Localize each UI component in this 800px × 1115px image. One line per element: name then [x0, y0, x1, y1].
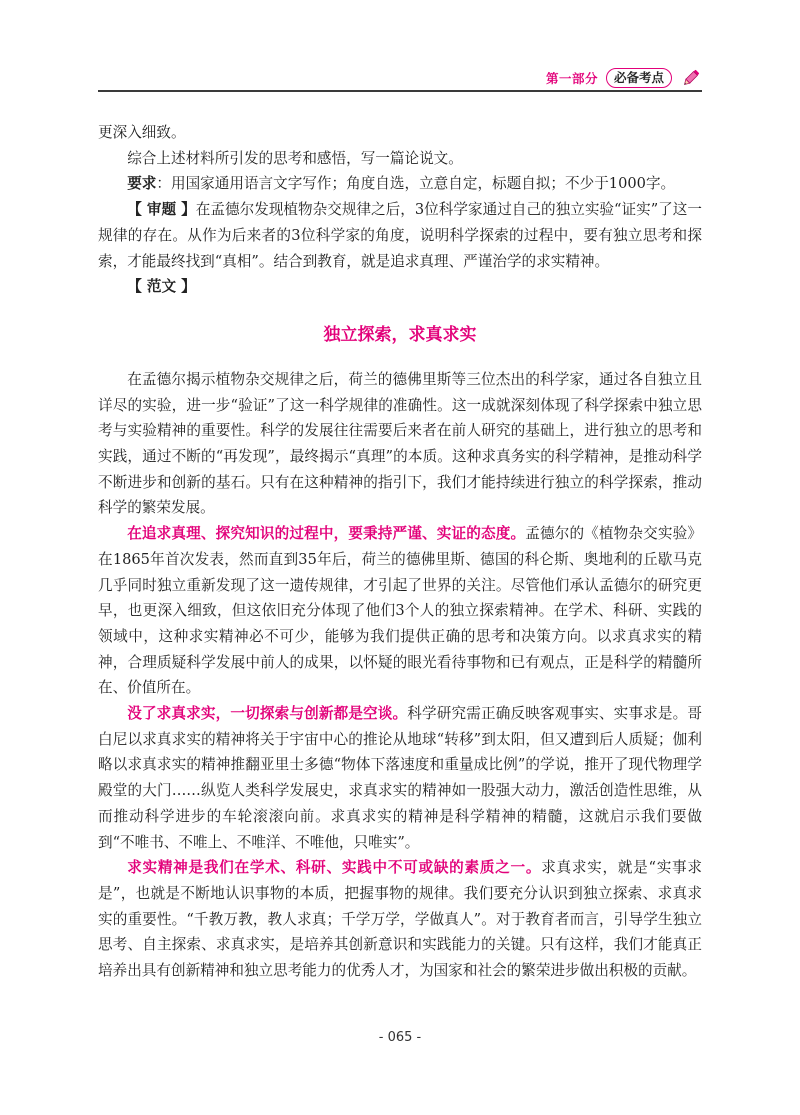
- header-rule: [98, 90, 702, 92]
- analysis-text: 在孟德尔发现植物杂交规律之后，3位科学家通过自己的独立实验“证实”了这一规律的存在。从作为后来者的3位科学家的角度，说明科学探索的过程中，要有独立思考和探索，才能最终找到“真相”。结合到教育，就是追求真理、严谨治学的求实精神。: [98, 201, 702, 270]
- essay-paragraph-3: [98, 701, 702, 855]
- topic-sentence-4: 求实精神是我们在学术、科研、实践中不可或缺的素质之一。: [127, 859, 542, 877]
- page-number: - 065 -: [378, 1030, 422, 1045]
- part-label: 第一部分: [545, 71, 598, 86]
- essay-paragraph-4: [98, 855, 702, 984]
- requirement-label: 要求: [127, 175, 157, 193]
- essay-title: 独立探索，求真求实: [323, 324, 477, 345]
- essay-paragraph-2: [98, 521, 702, 701]
- requirement: [98, 171, 702, 197]
- page-header: [98, 66, 702, 94]
- analysis-label: 【 审题 】: [127, 201, 196, 219]
- topic-sentence-3: 没了求真求实，一切探索与创新都是空谈。: [127, 705, 408, 723]
- intro-line-1: 更深入细致。: [98, 124, 186, 141]
- paragraph-4-text: 求真求实，就是“实事求是”，也就是不断地认识事物的本质，把握事物的规律。我们要充分认识到独立探索、求真求实的重要性。“千教万教，教人求真；千学万学，学做真人”。对于教育者而言，引导学生独立思考、自主探索、求真求实，是培养其创新意识和实践能力的关键。只有这样，我们才能真正培养出具有创新精神和独立思考能力的优秀人才，为国家和社会的繁荣进步做出积极的贡献。: [98, 859, 702, 980]
- requirement-text: ：用国家通用语言文字写作；角度自选，立意自定，标题自拟；不少于1000字。: [156, 175, 676, 193]
- paragraph-2-text: 孟德尔的《植物杂交实验》在1865年首次发表，然而直到35年后，荷兰的德佛里斯、德国的科仑斯、奥地利的丘歇马克几乎同时独立重新发现了这一遗传规律，才引起了世界的关注。尽管他们承认孟德尔的研究更早，也更深入细致，但这依旧充分体现了他们3个人的独立探索精神。在学术、科研、实践的领域中，这种求实精神必不可少，能够为我们提供正确的思考和决策方向。以求真求实的精神，合理质疑科学发展中前人的成果，以怀疑的眼光看待事物和已有观点，正是科学的精髓所在、价值所在。: [98, 525, 702, 697]
- sample-label-line: [98, 274, 702, 300]
- intro-line-2: 综合上述材料所引发的思考和感悟，写一篇论说文。: [127, 149, 463, 167]
- pencil-icon: [680, 67, 702, 89]
- sample-label: 【 范文 】: [127, 278, 196, 296]
- page-content: [98, 120, 702, 984]
- header-section-label: [546, 66, 702, 90]
- section-tag: 必备考点: [606, 68, 672, 88]
- topic-sentence-2: 在追求真理、探究知识的过程中，要秉持严谨、实证的态度。: [127, 525, 526, 543]
- analysis-paragraph: [98, 197, 702, 274]
- essay-paragraph-1: 在孟德尔揭示植物杂交规律之后，荷兰的德佛里斯等三位杰出的科学家，通过各自独立且详尽的实验，进一步“验证”了这一科学规律的准确性。这一成就深刻体现了科学探索中独立思考与实验精神的重要性。科学的发展往往需要后来者在前人研究的基础上，进行独立的思考和实践，通过不断的“再发现”，最终揭示“真理”的本质。这种求真务实的科学精神，是推动科学不断进步和创新的基石。只有在这种精神的指引下，我们才能持续进行独立的科学探索，推动科学的繁荣发展。: [98, 370, 702, 517]
- paragraph-3-text: 科学研究需正确反映客观事实、实事求是。哥白尼以求真求实的精神将关于宇宙中心的推论从地球“转移”到太阳，但又遭到后人质疑；伽利略以求真求实的精神推翻亚里士多德“物体下落速度和重量成比例”的学说，推开了现代物理学殿堂的大门……纵览人类科学发展史，求真求实的精神如一股强大动力，激活创造性思维，从而推动科学进步的车轮滚滚向前。求真求实的精神是科学精神的精髓，这就启示我们要做到“不唯书、不唯上、不唯洋、不唯他，只唯实”。: [98, 705, 702, 851]
